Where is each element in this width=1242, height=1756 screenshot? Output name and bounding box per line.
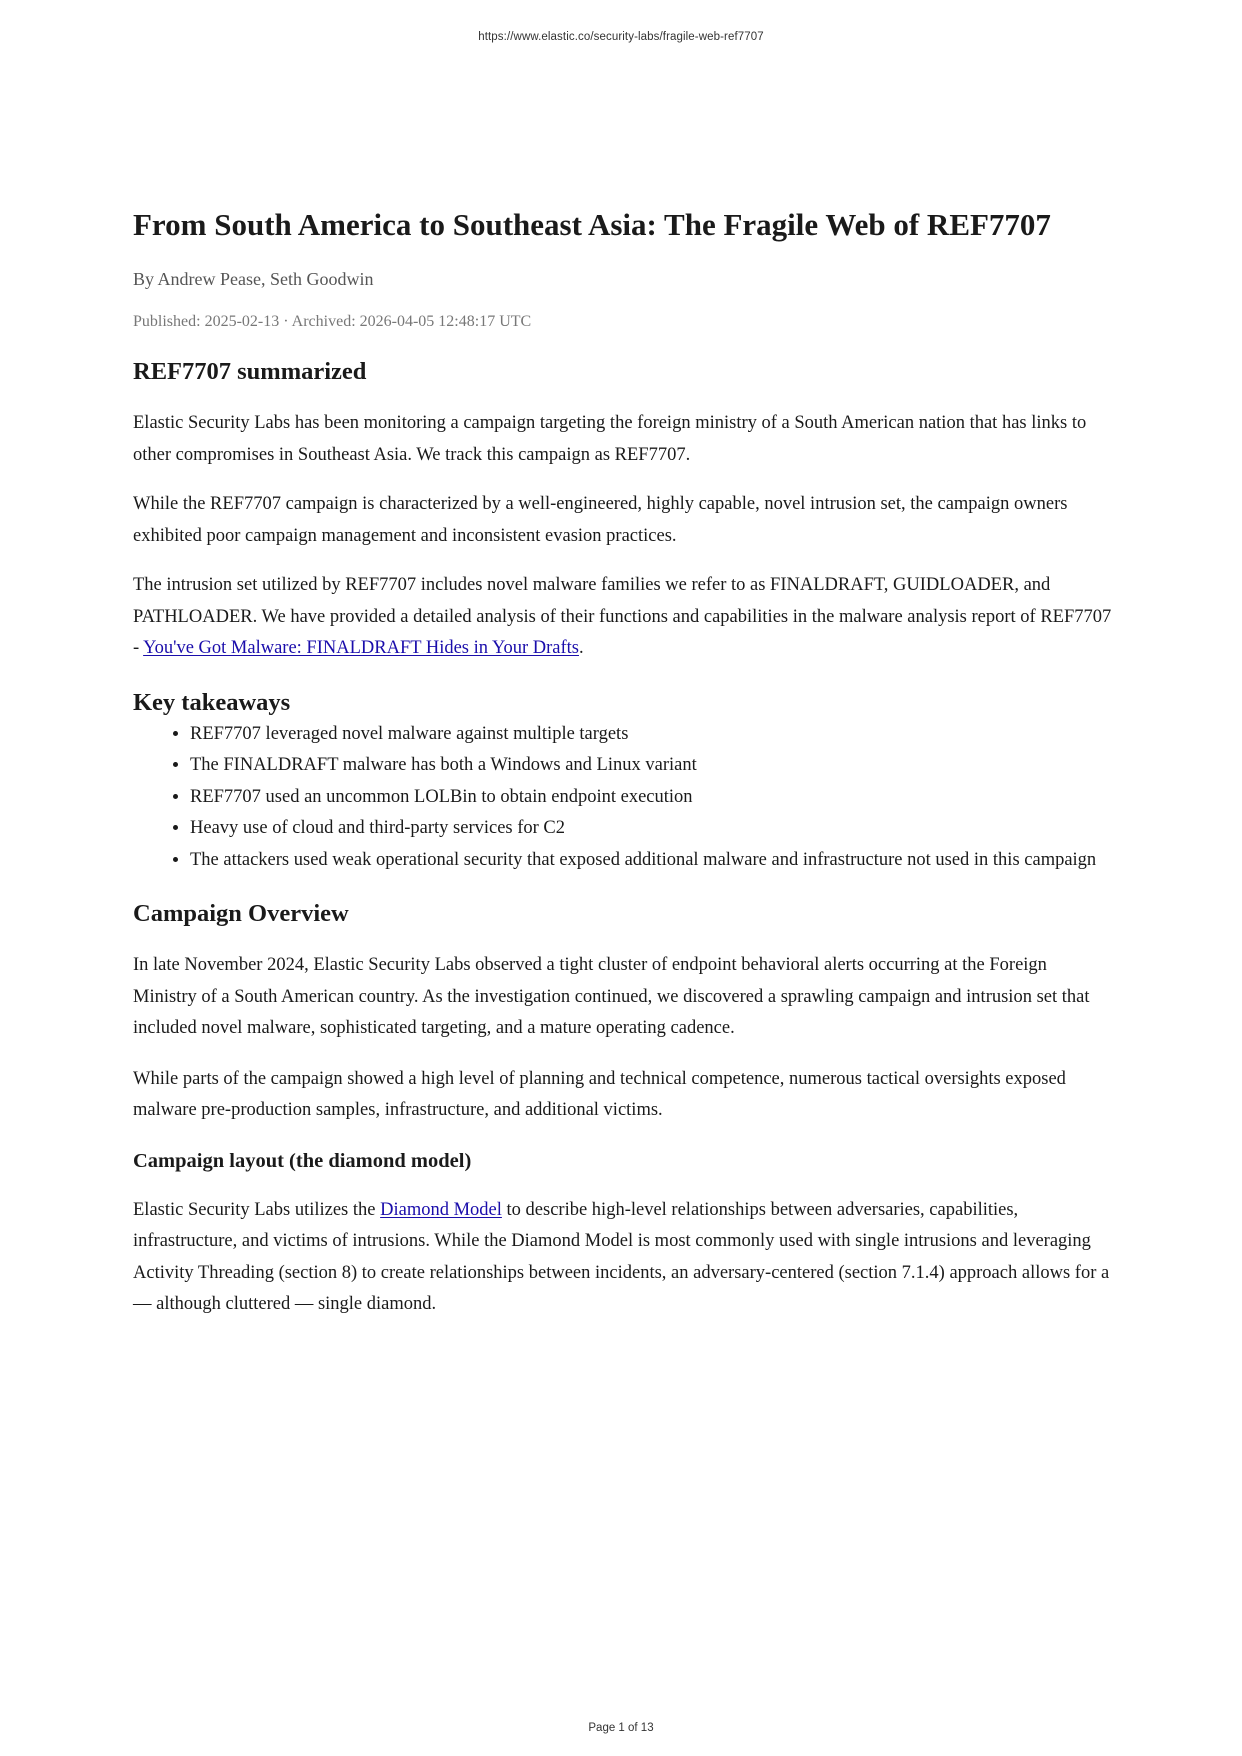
section-key-takeaways: [133, 687, 1113, 877]
list-item: • The attackers used weak operational security that exposed additional malware and infrastructure not used in this campaign: [190, 845, 1113, 877]
overview-paragraph-2: While parts of the campaign showed a high level of planning and technical competence, numerous tactical oversights exposed malware pre-production samples, infrastructure, and additional victims.: [133, 1068, 1066, 1120]
layout-paragraph-start: Elastic Security Labs utilizes the: [133, 1199, 381, 1220]
layout-paragraph: [133, 1195, 1113, 1321]
summary-paragraph-1: Elastic Security Labs has been monitoring a campaign targeting the foreign ministry of a South American nation that has links to other compromises in Southeast Asia. We track this campaign as REF7707.: [133, 413, 1087, 465]
finaldraft-report-link[interactable]: You've Got Malware: FINALDRAFT Hides in Your Drafts: [143, 638, 579, 658]
list-item: • Heavy use of cloud and third-party services for C2: [190, 813, 1113, 845]
heading-summary: REF7707 summarized: [133, 358, 367, 385]
heading-key-takeaways: Key takeaways: [133, 688, 291, 716]
summary-paragraph-3-end: .: [578, 638, 584, 658]
page-number: Page 1 of 13: [588, 1722, 654, 1734]
section-summary: [133, 356, 1113, 665]
summary-paragraph-3-text: The intrusion set utilized by REF7707 includes novel malware families we refer to as FINALDRAFT, GUIDLOADER, and PATHLOADER. We have provided a detailed analysis of their functions and capabilities in the malware analysis report of REF7707 -: [133, 575, 1112, 658]
list-item: • REF7707 leveraged novel malware against multiple targets: [190, 719, 1113, 751]
heading-campaign-overview: Campaign Overview: [133, 900, 349, 927]
layout-paragraph-rest: to describe high-level relationships between adversaries, capabilities, infrastructure, and victims of intrusions. While the Diamond Model is most commonly used with single intrusions and leveraging Activity Threading (section 8) to create relationships between incidents, an adversary-centered (section 7.1.4) approach allows for a — although cluttered — single diamond.: [133, 1199, 1110, 1314]
page-url-header: https://www.elastic.co/security-labs/fragile-web-ref7707: [478, 31, 764, 43]
article: [133, 205, 1113, 1321]
section-campaign-layout: [133, 1147, 1113, 1321]
summary-paragraph-2: While the REF7707 campaign is characterized by a well-engineered, highly capable, novel intrusion set, the campaign owners exhibited poor campaign management and inconsistent evasion practices.: [133, 494, 1068, 546]
summary-paragraph-3: [133, 570, 1113, 665]
article-publish-info: Published: 2025-02-13 · Archived: 2026-04-05 12:48:17 UTC: [133, 313, 532, 330]
diamond-model-link[interactable]: Diamond Model: [380, 1199, 502, 1220]
takeaways-list: [133, 719, 1113, 877]
article-title: From South America to Southeast Asia: The Fragile Web of REF7707: [133, 207, 1051, 242]
article-byline: By Andrew Pease, Seth Goodwin: [133, 269, 374, 289]
list-item: • The FINALDRAFT malware has both a Windows and Linux variant: [190, 750, 1113, 782]
section-campaign-overview: [133, 898, 1113, 1127]
heading-campaign-layout: Campaign layout (the diamond model): [133, 1149, 472, 1172]
list-item: • REF7707 used an uncommon LOLBin to obtain endpoint execution: [190, 782, 1113, 814]
overview-paragraph-1: In late November 2024, Elastic Security Labs observed a tight cluster of endpoint behavioral alerts occurring at the Foreign Ministry of a South American country. As the investigation continued, we discovered a sprawling campaign and intrusion set that included novel malware, sophisticated targeting, and a mature operating cadence.: [133, 955, 1090, 1038]
